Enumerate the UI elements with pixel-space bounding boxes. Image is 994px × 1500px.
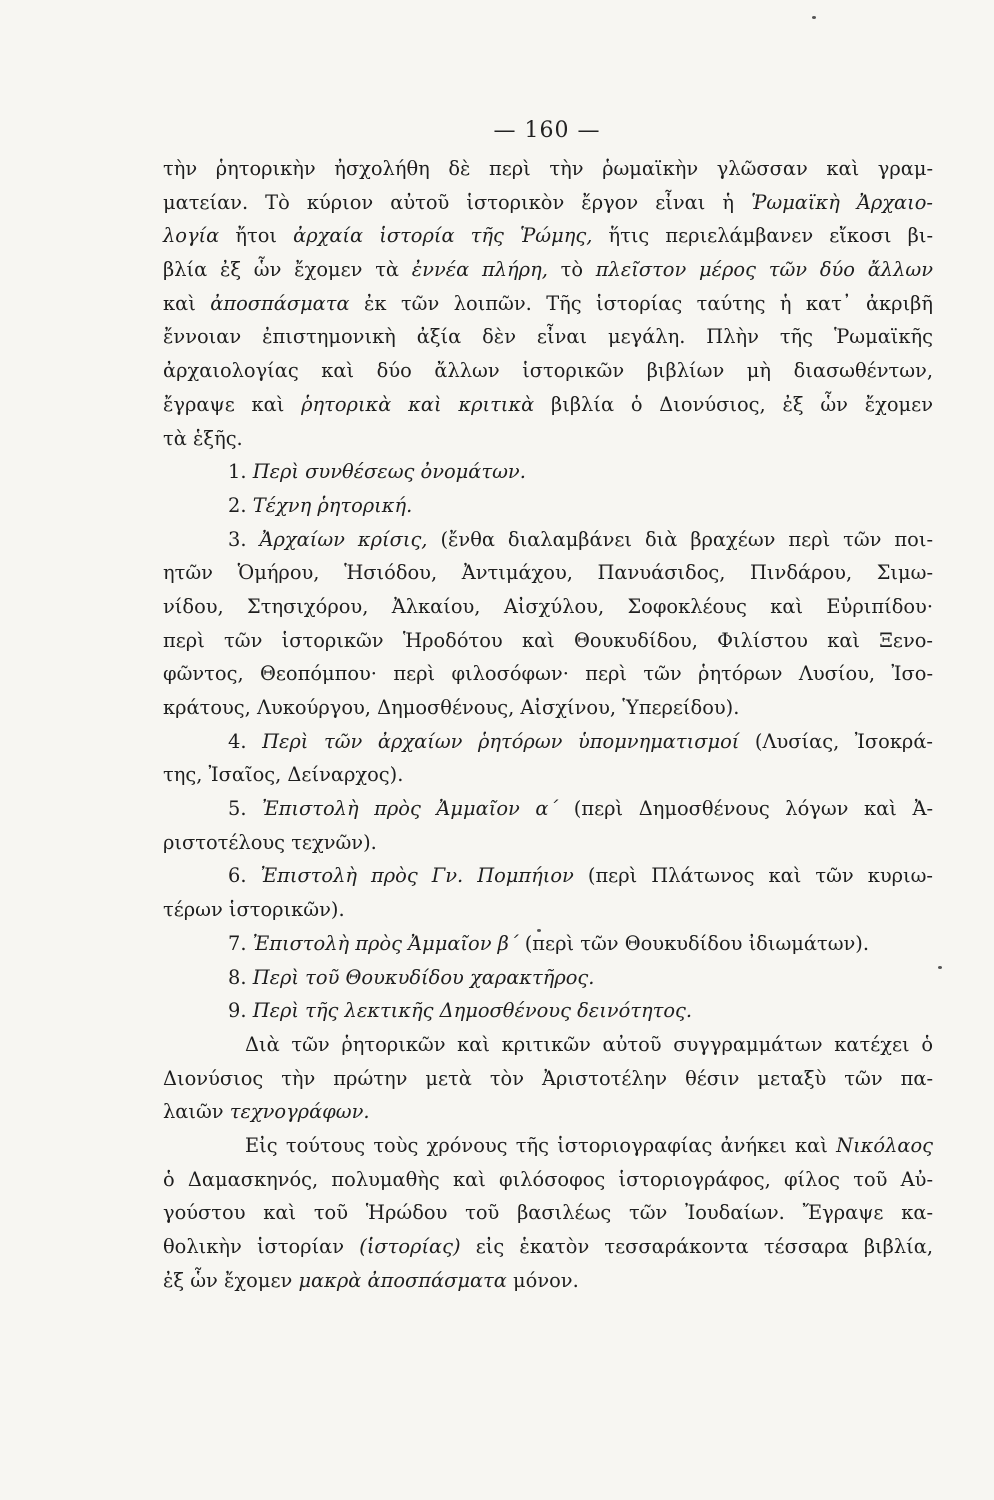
paper-speck [812, 16, 816, 19]
text-line: Διονύσιος τὴν πρώτην μετὰ τὸν Ἀριστοτέλην θέσιν μεταξὺ τῶν πα- [163, 1066, 933, 1090]
text-line: ἔννοιαν ἐπιστημονικὴ ἀξία δὲν εἶναι μεγάλη. Πλὴν τῆς Ῥωμαϊκῆς [163, 325, 933, 349]
list-item-continuation: τέρων ἱστορικῶν). [163, 898, 345, 922]
list-item-continuation: κράτους, Λυκούργου, Δημοσθένους, Αἰσχίνου, Ὑπερείδου). [163, 696, 740, 719]
list-item-continuation: νίδου, Στησιχόρου, Ἀλκαίου, Αἰσχύλου, Σοφοκλέους καὶ Εὐριπίδου· [163, 594, 933, 618]
text-line: ἔγραψε καὶ ῥητορικὰ καὶ κριτικὰ βιβλία ὁ Διονύσιος, ἐξ ὧν ἔχομεν [163, 392, 933, 416]
list-item: 9. Περὶ τῆς λεκτικῆς Δημοσθένους δεινότητος. [228, 999, 693, 1023]
text-line: Διὰ τῶν ῥητορικῶν καὶ κριτικῶν αὐτοῦ συγγραμμάτων κατέχει ὁ [245, 1032, 933, 1056]
list-item: 5. Ἐπιστολὴ πρὸς Ἀμμαῖον α´ (περὶ Δημοσθένους λόγων καὶ Ἀ- [228, 797, 934, 821]
list-item-continuation: ητῶν Ὁμήρου, Ἡσιόδου, Ἀντιμάχου, Πανυάσιδος, Πινδάρου, Σιμω- [163, 561, 933, 585]
text-line: ματείαν. Τὸ κύριον αὐτοῦ ἱστορικὸν ἔργον εἶναι ἡ Ῥωμαϊκὴ Ἀρχαιο- [163, 190, 933, 214]
list-item: 8. Περὶ τοῦ Θουκυδίδου χαρακτῆρος. [228, 965, 595, 989]
text-line: καὶ ἀποσπάσματα ἐκ τῶν λοιπῶν. Τῆς ἱστορίας ταύτης ἡ κατ᾽ ἀκριβῆ [163, 291, 934, 315]
text-line: ἐξ ὧν ἔχομεν μακρὰ ἀποσπάσματα μόνον. [163, 1268, 579, 1292]
text-line: βλία ἐξ ὧν ἔχομεν τὰ ἐννέα πλήρη, τὸ πλεῖστον μέρος τῶν δύο ἄλλων [163, 258, 933, 282]
paper-speck [938, 966, 942, 969]
page-number: — 160 — [493, 118, 601, 143]
text-line: Εἰς τούτους τοὺς χρόνους τῆς ἱστοριογραφίας ἀνήκει καὶ Νικόλαος [245, 1133, 933, 1157]
list-item: 6. Ἐπιστολὴ πρὸς Γν. Πομπήιον (περὶ Πλάτωνος καὶ τῶν κυριω- [228, 864, 933, 888]
list-item-continuation: φῶντος, Θεοπόμπου· περὶ φιλοσόφων· περὶ τῶν ῥητόρων Λυσίου, Ἰσο- [163, 662, 933, 686]
list-item: 4. Περὶ τῶν ἀρχαίων ῥητόρων ὑπομνηματισμοί (Λυσίας, Ἰσοκρά- [228, 729, 933, 753]
text-line: λαιῶν τεχνογράφων. [163, 1100, 370, 1124]
list-item: 3. Ἀρχαίων κρίσις, (ἔνθα διαλαμβάνει διὰ βραχέων περὶ τῶν ποι- [228, 527, 933, 551]
text-line: θολικὴν ἱστορίαν (ἱστορίας) εἰς ἑκατὸν τεσσαράκοντα τέσσαρα βιβλία, [163, 1235, 934, 1258]
body-text [163, 152, 933, 1297]
text-line: ὁ Δαμασκηνός, πολυμαθὴς καὶ φιλόσοφος ἱστοριογράφος, φίλος τοῦ Αὐ- [163, 1167, 933, 1191]
text-line: λογία ἤτοι ἀρχαία ἱστορία τῆς Ῥώμης, ἥτις περιελάμβανεν εἴκοσι βι- [163, 224, 934, 248]
list-item-continuation: περὶ τῶν ἱστορικῶν Ἡροδότου καὶ Θουκυδίδου, Φιλίστου καὶ Ξενο- [163, 628, 933, 652]
text-line: ἀρχαιολογίας καὶ δύο ἄλλων ἱστορικῶν βιβλίων μὴ διασωθέντων, [163, 359, 933, 383]
list-item-continuation: της, Ἰσαῖος, Δείναρχος). [163, 763, 404, 787]
list-item: 2. Τέχνη ῥητορική. [228, 493, 413, 517]
text-line: γούστου καὶ τοῦ Ἡρώδου τοῦ βασιλέως τῶν Ἰουδαίων. Ἔγραψε κα- [163, 1201, 933, 1225]
paper-speck [537, 929, 541, 932]
list-item-continuation: ριστοτέλους τεχνῶν). [163, 830, 377, 854]
list-item: 1. Περὶ συνθέσεως ὀνομάτων. [228, 460, 526, 484]
text-line: τὴν ῥητορικὴν ἠσχολήθη δὲ περὶ τὴν ῥωμαϊκὴν γλῶσσαν καὶ γραμ- [163, 157, 933, 180]
text-line: τὰ ἑξῆς. [163, 426, 243, 450]
list-item: 7. Ἐπιστολὴ πρὸς Ἀμμαῖον β´ (περὶ τῶν Θουκυδίδου ἰδιωμάτων). [228, 931, 870, 955]
